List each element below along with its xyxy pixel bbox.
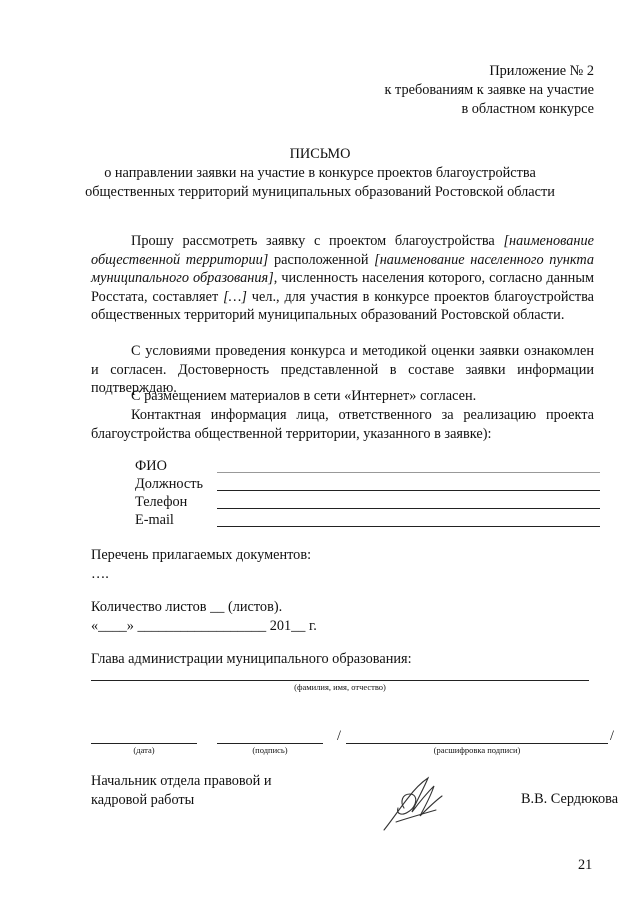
position-field-line bbox=[217, 490, 600, 491]
handwritten-signature bbox=[378, 772, 458, 836]
contact-info-paragraph: Контактная информация лица, ответственного за реализацию проекта благоустройства общественной территории, указанного в заявке): bbox=[91, 407, 594, 442]
appendix-number: Приложение № 2 bbox=[489, 63, 594, 79]
signature-line bbox=[217, 743, 323, 744]
appendix-contest: в областном конкурсе bbox=[461, 101, 594, 117]
population-placeholder: […] bbox=[223, 288, 247, 305]
signer-title-line1: Начальник отдела правовой и bbox=[91, 773, 272, 789]
p1-text-a: Прошу рассмотреть заявку с проектом благоустройства bbox=[131, 233, 504, 249]
email-label: E-mail bbox=[135, 512, 174, 528]
phone-label: Телефон bbox=[135, 494, 188, 510]
letter-header bbox=[0, 145, 640, 202]
signer-title bbox=[91, 772, 272, 810]
letter-subtitle-line2: общественных территорий муниципальных образований Ростовской области bbox=[85, 184, 555, 200]
email-field-line bbox=[217, 526, 600, 527]
slash-left: / bbox=[337, 728, 341, 744]
fullname-caption: (фамилия, имя, отчество) bbox=[294, 682, 386, 692]
request-paragraph bbox=[91, 232, 594, 325]
territory-placeholder: [наименование общественной территории] bbox=[91, 233, 594, 268]
fio-label: ФИО bbox=[135, 458, 167, 474]
signer-title-line2: кадровой работы bbox=[91, 792, 195, 808]
letter-title: ПИСЬМО bbox=[289, 146, 351, 162]
letter-subtitle-line1: о направлении заявки на участие в конкурсе проектов благоустройства bbox=[104, 165, 536, 181]
signer-name: В.В. Сердюкова bbox=[521, 791, 619, 807]
appendix-block bbox=[385, 62, 594, 119]
date-line: «____» __________________ 201__ г. bbox=[91, 618, 317, 634]
date-sign-line bbox=[91, 743, 197, 744]
fio-field-line bbox=[217, 472, 600, 473]
p1-text-c: , численность населения которого, согласно данным Росстата, составляет bbox=[91, 270, 594, 305]
attachments-block bbox=[91, 546, 311, 584]
decoding-caption: (расшифровка подписи) bbox=[433, 745, 521, 755]
sheets-date-block bbox=[91, 598, 317, 636]
contact-labels bbox=[135, 457, 203, 529]
decoding-line bbox=[346, 743, 608, 744]
p1-text-b: расположенной bbox=[268, 251, 375, 268]
conditions-paragraph: С условиями проведения конкурса и методикой оценки заявки ознакомлен и согласен. Достоверность представленной в составе заявки информации подтверждаю. bbox=[91, 343, 594, 396]
p1-text-d: чел., для участия в конкурсе проектов благоустройства общественных территорий муниципальных образований Ростовской области. bbox=[91, 288, 594, 323]
date-caption: (дата) bbox=[133, 745, 155, 755]
sheets-count: Количество листов __ (листов). bbox=[91, 599, 283, 615]
position-label: Должность bbox=[135, 476, 203, 492]
page-number: 21 bbox=[578, 857, 593, 873]
head-label: Глава администрации муниципального образования: bbox=[91, 651, 412, 667]
slash-right: / bbox=[610, 728, 614, 744]
fullname-line bbox=[91, 680, 589, 681]
locality-placeholder: [наименование населенного пункта муниципального образования] bbox=[91, 251, 594, 286]
phone-field-line bbox=[217, 508, 600, 509]
appendix-requirements: к требованиям к заявке на участие bbox=[384, 82, 594, 98]
attachments-list: …. bbox=[91, 566, 109, 582]
signature-caption: (подпись) bbox=[252, 745, 288, 755]
attachments-label: Перечень прилагаемых документов: bbox=[91, 547, 312, 563]
internet-consent-paragraph: С размещением материалов в сети «Интернет» согласен. bbox=[131, 388, 477, 404]
